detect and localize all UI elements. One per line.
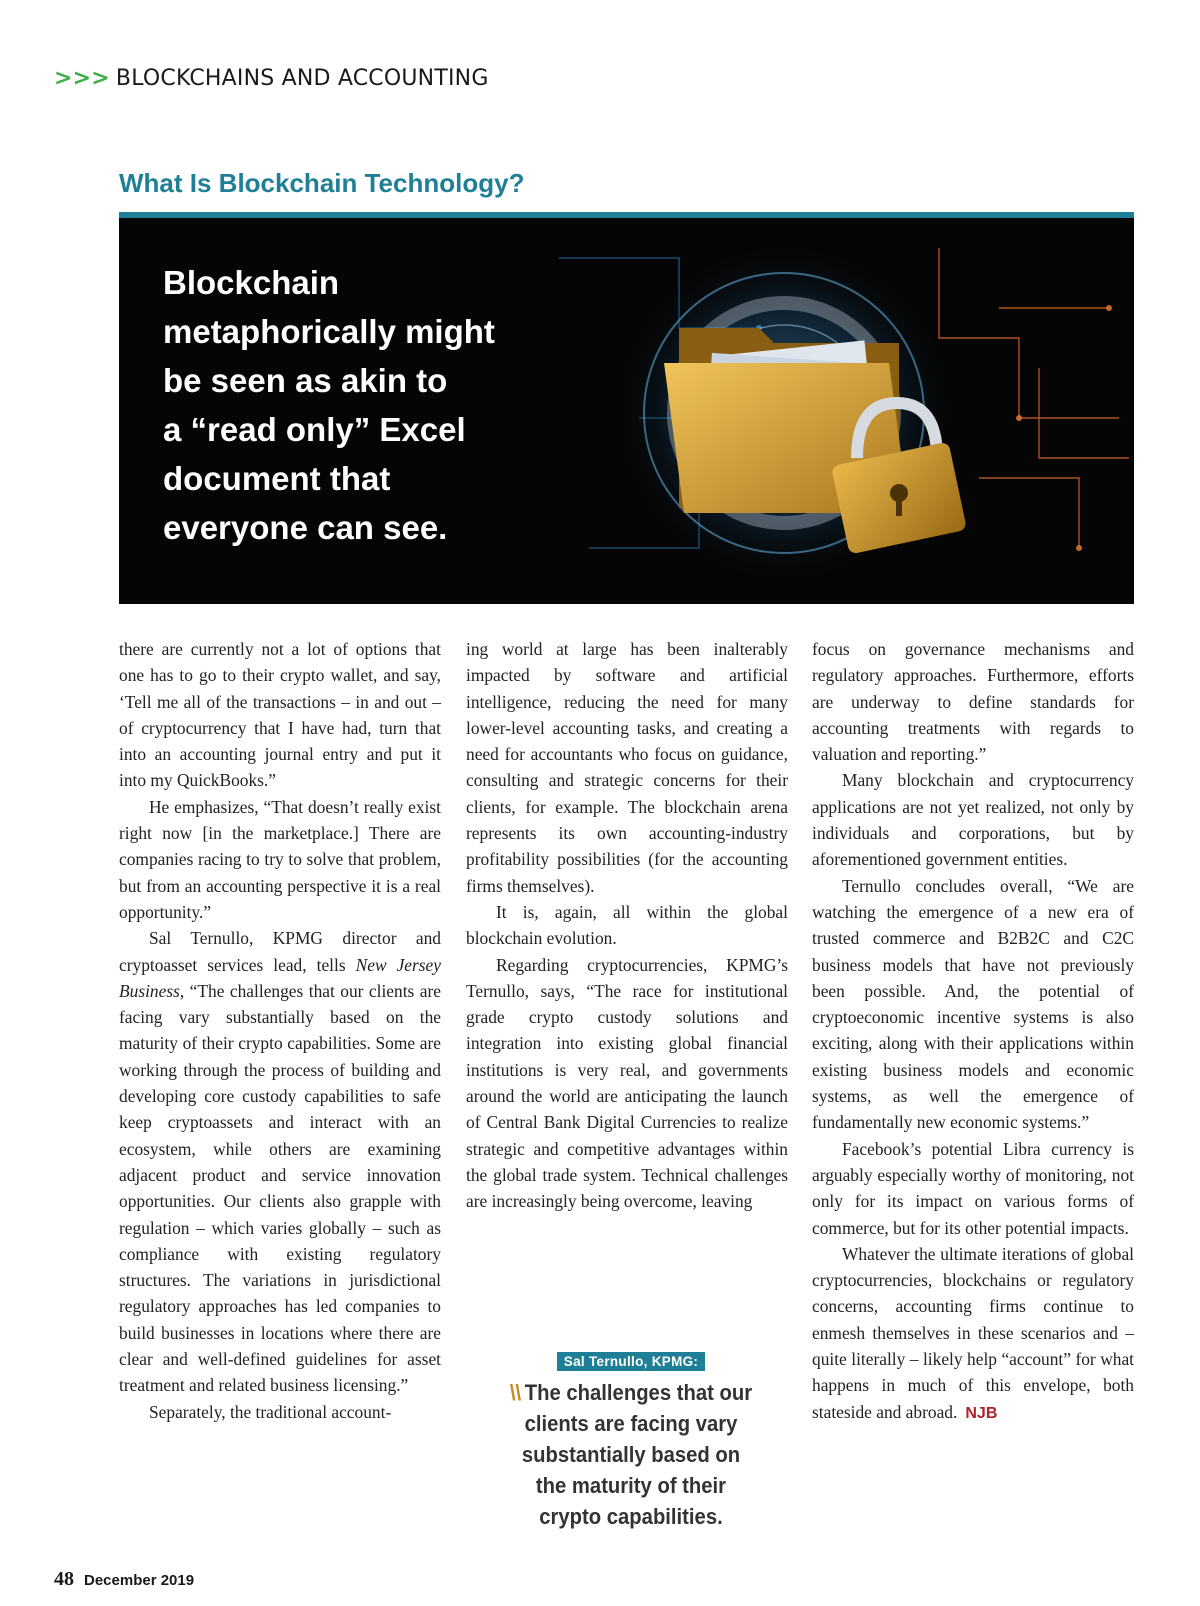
p3-text-before: Sal Ternullo, KPMG director and cryptoasset services lead, tells [119, 928, 441, 975]
column2-paragraph-1: ing world at large has been inalterably impacted by software and artificial intelligence, reducing the need for many lower-level accounting tasks, and creating a need for accountants who focus on guidance, consulting and strategic concerns for their clients, for example. The blockchain arena represents its own accounting-industry profitability possibilities (for the accounting firms themselves). [466, 639, 788, 896]
pull-quote-text-block [504, 1377, 758, 1532]
column2-paragraph-2: It is, again, all within the global blockchain evolution. [466, 901, 788, 949]
section-chevrons: >>> [54, 66, 110, 91]
sidebar-title: What Is Blockchain Technology? [119, 168, 525, 198]
column3-paragraph-1: focus on governance mechanisms and regulatory approaches. Furthermore, efforts are underway to define standards for accounting treatments with regards to valuation and reporting.” [812, 639, 1134, 765]
column3-paragraph-5 [812, 1241, 1134, 1427]
pull-quote-label: Sal Ternullo, KPMG: [557, 1352, 705, 1371]
page-number: 48 [54, 1568, 74, 1590]
article-column-2 [466, 636, 788, 1215]
page-footer [54, 1568, 194, 1591]
pull-quote-mark: \\ [509, 1380, 522, 1405]
column3-paragraph-2: Many blockchain and cryptocurrency applications are not yet realized, not only by individuals and corporations, but by aforementioned government entities. [812, 770, 1134, 870]
column1-paragraph-4: Separately, the traditional account- [149, 1401, 392, 1422]
hero-banner [119, 212, 1134, 604]
column1-paragraph-2: He emphasizes, “That doesn’t really exist right now [in the marketplace.] There are companies racing to try to solve that problem, but from an accounting perspective it is a real opportunity.” [119, 796, 441, 922]
column2-paragraph-3: Regarding cryptocurrencies, KPMG’s Ternullo, says, “The race for institutional grade crypto custody solutions and integration into existing global financial institutions is very real, and governments around the world are anticipating the launch of Central Bank Digital Currencies to realize strategic and competitive advantages within the global trade system. Technical challenges are increasingly being overcome, leaving [466, 954, 788, 1212]
p3-text-after: , “The challenges that our clients are facing vary substantially based on the maturity of their crypto capabilities. Some are working through the process of building and developing core custody capabilities to safe keep cryptoassets and interact with an ecosystem, while others are examining adjacent product and service innovation opportunities. Our clients also grapple with regulation – which varies globally – such as compliance with existing regulatory structures. The variations in jurisdictional regulatory approaches has led companies to build businesses in locations where there are clear and well-defined guidelines for asset treatment and related business licensing.” [119, 980, 441, 1396]
column1-paragraph-3 [119, 925, 441, 1398]
column3-paragraph-4: Facebook’s potential Libra currency is arguably especially worthy of monitoring, not only for its impact on various forms of commerce, but for its other potential impacts. [812, 1138, 1134, 1238]
publication-name: New Jersey Business [119, 954, 441, 1001]
column1-paragraph-1: there are currently not a lot of options that one has to go to their crypto wallet, and say, ‘Tell me all of the transactions – in and out – of cryptocurrency that I have had, turn that into an accounting journal entry and put it into my QuickBooks.” [119, 639, 441, 791]
column3-paragraph-5-text: Whatever the ultimate iterations of global cryptocurrencies, blockchains or regulatory concerns, accounting firms continue to enmesh themselves in these scenarios and – quite literally – likely help “account” for what happens in much of this envelope, both stateside and abroad. [812, 1243, 1134, 1422]
article-column-3 [812, 636, 1134, 1427]
pull-quote-text: The challenges that our clients are facing vary substantially based on the maturity of their crypto capabilities. [521, 1380, 753, 1529]
end-mark-njb: NJB [965, 1404, 998, 1422]
sidebar-quote: Blockchain metaphorically might be seen as akin to a “read only” Excel document that everyone can see. [163, 264, 495, 546]
pull-quote [490, 1352, 772, 1532]
issue-date: December 2019 [84, 1572, 195, 1589]
column3-paragraph-3: Ternullo concludes overall, “We are watching the emergence of a new era of trusted commerce and B2B2C and C2C business models that have not previously been possible. And, the potential of cryptoeconomic incentive systems is also exciting, along with their applications within existing business models and economic systems, as well the emergence of fundamentally new economic systems.” [812, 875, 1134, 1133]
section-title: BLOCKCHAINS AND ACCOUNTING [115, 66, 489, 91]
section-header [54, 66, 489, 91]
article-column-1 [119, 636, 441, 1425]
